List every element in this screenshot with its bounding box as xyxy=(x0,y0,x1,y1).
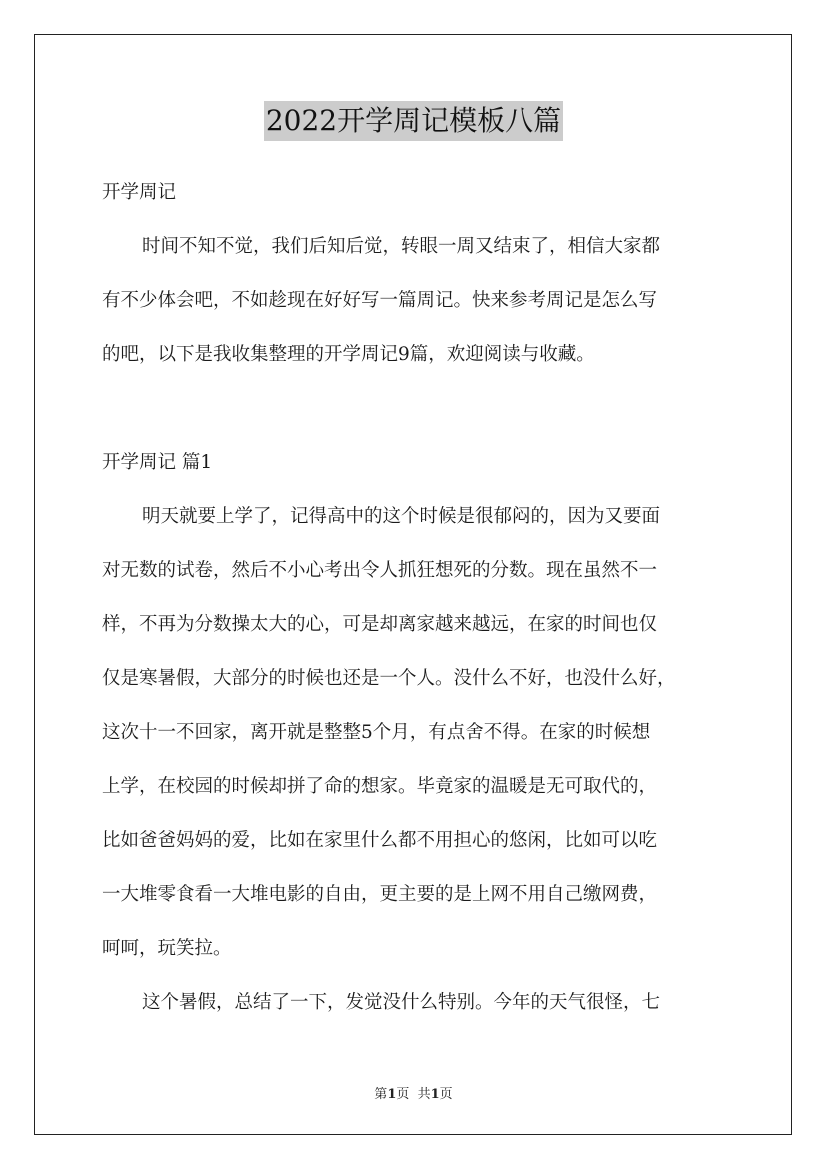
paragraph-line: 比如爸爸妈妈的爱，比如在家里什么都不用担心的悠闲，比如可以吃 xyxy=(102,830,658,851)
document-title: 2022开学周记模板八篇 xyxy=(264,101,563,141)
paragraph-line: 明天就要上学了，记得高中的这个时候是很郁闷的，因为又要面 xyxy=(142,506,661,527)
paragraph-line: 对无数的试卷，然后不小心考出令人抓狂想死的分数。现在虽然不一 xyxy=(102,560,658,581)
intro-paragraph xyxy=(102,220,742,382)
paragraph-line: 这次十一不回家，离开就是整整5个月，有点舍不得。在家的时候想 xyxy=(102,722,651,743)
intro-line: 的吧，以下是我收集整理的开学周记9篇，欢迎阅读与收藏。 xyxy=(102,344,595,365)
footer-prefix: 第 xyxy=(374,1087,388,1102)
page-footer xyxy=(0,1083,827,1102)
paragraph-line: 这个暑假，总结了一下，发觉没什么特别。今年的天气很怪，七 xyxy=(142,992,661,1013)
footer-total-pages: 1 xyxy=(430,1087,440,1102)
footer-suffix: 页 xyxy=(439,1087,453,1102)
section-heading: 开学周记 xyxy=(102,182,177,203)
paragraph-line: 仅是寒暑假，大部分的时候也还是一个人。没什么不好，也没什么好， xyxy=(102,668,676,689)
chapter-heading-block xyxy=(102,436,742,490)
footer-page-number: 1 xyxy=(387,1087,397,1102)
intro-line: 有不少体会吧，不如趁现在好好写一篇周记。快来参考周记是怎么写 xyxy=(102,290,658,311)
chapter-paragraph-2 xyxy=(102,976,742,1030)
paragraph-line: 样，不再为分数操太大的心，可是却离家越来越远，在家的时间也仅 xyxy=(102,614,658,635)
footer-middle: 页 共 xyxy=(396,1087,431,1102)
title-container xyxy=(0,101,827,141)
intro-line: 时间不知不觉，我们后知后觉，转眼一周又结束了，相信大家都 xyxy=(142,236,661,257)
paragraph-line: 一大堆零食看一大堆电影的自由，更主要的是上网不用自己缴网费， xyxy=(102,884,658,905)
chapter-heading: 开学周记 篇1 xyxy=(102,452,213,473)
section-heading-block xyxy=(102,166,742,220)
chapter-paragraph-1 xyxy=(102,490,742,976)
paragraph-line: 呵呵，玩笑拉。 xyxy=(102,938,232,959)
paragraph-line: 上学，在校园的时候却拼了命的想家。毕竟家的温暖是无可取代的， xyxy=(102,776,658,797)
